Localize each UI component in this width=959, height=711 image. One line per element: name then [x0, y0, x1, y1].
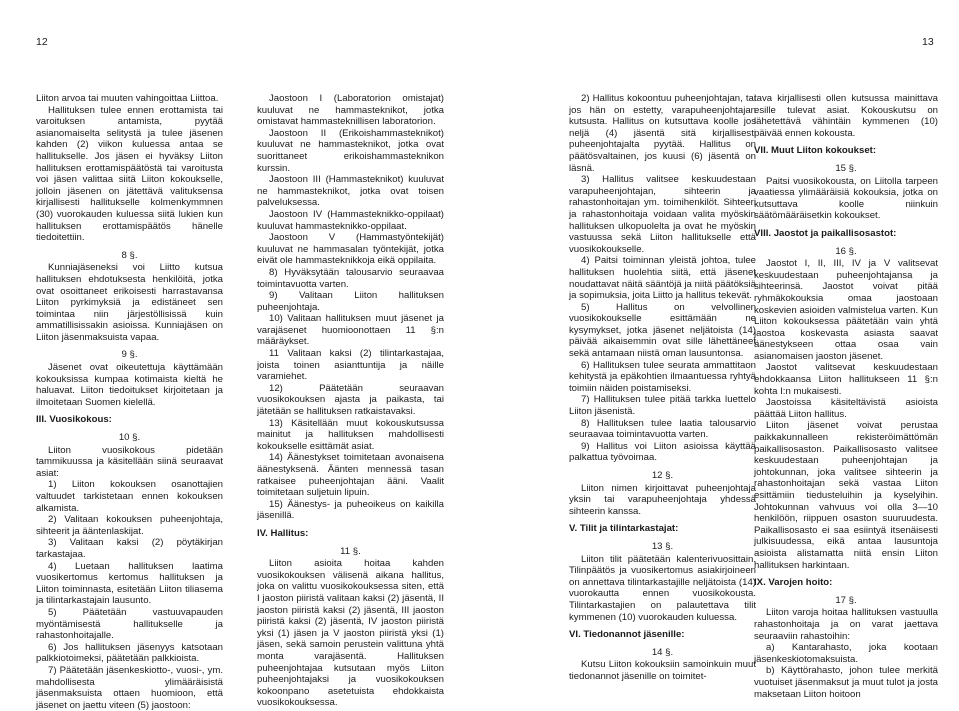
- paragraph: Jaostot valitsevat keskuudestaan ehdokkaansa Liiton hallitukseen 11 §:n kohta I:n mukaisesti.: [754, 362, 938, 397]
- list-item: 7) Päätetään jäsenkeskiotto-, vuosi-, ym. mahdollisesta ylimääräisistä jäsenmaksuista ottaen huomioon, että jäsenet on jaettu viteen (5) jaostoon:: [36, 664, 223, 711]
- paragraph: Kunniajäseneksi voi Liitto kutsua hallituksen ehdotuksesta henkilöitä, jotka ovat osoittaneet erikoisesti harrastavansa Liiton pyrkimyksiä ja edistäneet sen toimintaa niin järjestöllisissä kuin ammatillisissakin asioissa. Kunniajäsen on Liiton jäsenmaksuista vapaa.: [36, 262, 223, 343]
- list-item: Jaostoon I (Laboratorion omistajat) kuuluvat ne hammasteknikot, jotka omistavat hammasteknillisen laboratorion.: [257, 93, 444, 128]
- paragraph: Liiton tilit päätetään kalenterivuosittain. Tilinpäätös ja vuosikertomus asiakirjoineen on annettava tilintarkastajille neljätoista (14) vuorokautta ennen vuosikokousta. Tilintarkastajien on palautettava tilit kymmenen (10) vuorokauden kuluessa.: [569, 553, 756, 623]
- list-item: 5) Hallitus on velvollinen vuosikokoukselle esittämään ne kysymykset, jotka jäsenet neljätoista (14) päivää aikaisemmin ovat sille lähettäneet sekä antamaan niistä oman lausuntonsa.: [569, 301, 756, 360]
- list-item: 9) Valitaan Liiton hallituksen puheenjohtaja.: [257, 290, 444, 313]
- section-number: 14 §.: [651, 646, 674, 658]
- chapter-heading: IX. Varojen hoito:: [754, 577, 833, 589]
- list-item: 4) Paitsi toiminnan yleistä johtoa, tulee hallituksen huolehtia siitä, että jäsenet noudattavat näitä sääntöjä ja niitä päätöksiä ja sopimuksia, joita Liitto ja hallitus tekevät.: [569, 255, 756, 302]
- list-item: 1) Liiton kokouksen osanottajien valtuudet tarkistetaan ennen kokouksen alkamista.: [36, 479, 223, 514]
- list-item: Jaostoon V (Hammastyöntekijät) kuuluvat ne hammasalan työntekijät, jotka eivät ole hammasteknikkoja eikä oppilaita.: [257, 232, 444, 267]
- chapter-heading: III. Vuosikokous:: [36, 414, 112, 426]
- page-number-right: 13: [922, 36, 934, 48]
- chapter-heading: VII. Muut Liiton kokoukset:: [754, 145, 877, 157]
- chapter-heading: IV. Hallitus:: [257, 527, 309, 539]
- list-item: 2) Valitaan kokouksen puheenjohtaja, sihteerit ja ääntenlaskijat.: [36, 514, 223, 537]
- section-number: 8 §.: [121, 249, 138, 261]
- list-item: a) Kantarahasto, joka kootaan jäsenkeskiotomaksuista.: [754, 642, 938, 665]
- section-number: 16 §.: [835, 245, 857, 257]
- list-item: 9) Hallitus voi Liiton asioissa käyttää palkattua työvoimaa.: [569, 440, 756, 464]
- paragraph: Paitsi vuosikokousta, on Liitolla tarpeen vaatiessa ylimääräisiä kokouksia, jotka on kutsuttava koolle niinkuin säätömääräisetkin kokoukset.: [754, 175, 938, 222]
- paragraph: Liiton asioita hoitaa kahden vuosikokouksen välisenä aikana hallitus, joka on valittu vuosikokouksessa siten, että I jaoston piiristä valitaan kaksi (2) jäsentä, II jaoston piiristä kaksi (2) jäsentä, III jaoston piiristä kaksi (2) jäsentä, IV jaoston piiristä yksi (1) jäsen ja V jaoston piiristä yksi (1) jäsen, sekä samoin perustein valittuna yhtä monta varajäsentä. Hallituksen puheenjohtajaa kutsutaan myös Liiton puheenjohtajaksi ja vuosikokouksen kokoonpano asetetuista ehdokkaista vuosikokouksessa.: [257, 558, 444, 709]
- column-1: [36, 93, 223, 711]
- list-item: 8) Hallituksen tulee laatia talousarvio seuraavaa toimintavuotta varten.: [569, 417, 756, 441]
- paragraph: Jäsenet ovat oikeutettuja käyttämään kokouksissa kumpaa kotimaista kieltä he haluavat. Liiton tiedoitukset kirjoitetaan ja ilmoitetaan Suomen kielellä.: [36, 362, 223, 408]
- paragraph: tava kirjallisesti ollen kutsussa mainittava esille tulevat asiat. Kokouskutsu on lähetettävä vähintäin kymmenen (10) päivää ennen kokousta.: [754, 93, 938, 139]
- list-item: 14) Äänestykset toimitetaan avonaisena äänestyksenä. Äänten mennessä tasan ratkaisee puheenjohtajan ääni. Vaalit toimitetaan suljetuin lipuin.: [257, 452, 444, 499]
- paragraph: Jaostot I, II, III, IV ja V valitsevat keskuudestaan puheenjohtajansa ja sihteerinsä. Jaostot voivat pitää ryhmäkokouksia omaa jaostoaan koskevien asioiden valmistelua varten. Kun Liiton kokouksessa päätetään vain yhtä jaostoa koskevasta asiasta saavat äänestykseen ottaa osaa vain asianomaisen jaoston jäsenet.: [754, 258, 938, 362]
- chapter-heading: V. Tilit ja tilintarkastajat:: [569, 523, 679, 535]
- section-number: 15 §.: [835, 162, 857, 174]
- section-number: 9 §.: [121, 349, 138, 361]
- paragraph: Hallituksen tulee ennen erottamista tai varoituksen antamista, pyytää asianomaiselta selitystä ja tulee jäsenen kahden (2) viikon kuluessa antaa se hallitukselle. Jos jäsen ei hyväksy Liiton hallituksen erottamispäätöstä tai varoitusta voi jäsen valittaa siitä Liiton kokoukselle, jolloin jäsenen on jätettävä valituksensa kirjallisesti hallitukselle kolmenkymmnen (30) vuorokauden kuluessa siitä lukien kun hallituksen erottamispäätös hänelle tiedoitettiin.: [36, 104, 223, 244]
- list-item: 11 Valitaan kaksi (2) tilintarkastajaa, joista toinen asianttuntija ja näille varamiehet.: [257, 348, 444, 383]
- list-item: 10) Valitaan hallituksen muut jäsenet ja varajäsenet huomioonottaen 11 §:n määräykset.: [257, 313, 444, 348]
- section-number: 10 §.: [118, 432, 141, 444]
- paragraph: Kutsu Liiton kokouksiin samoinkuin muut tiedonannot jäsenille on toimitet-: [569, 659, 756, 682]
- list-item: 15) Äänestys- ja puheoikeus on kaikilla jäsenillä.: [257, 498, 444, 522]
- list-item: 2) Hallitus kokoontuu puheenjohtajan, tai jos hän on estetty, varapuheenjohtajan kutsusta. Hallitus on kutsuttava koolle jos neljä (4) jäsentä sitä kirjallisesti puheenjohtajalta pyytää. Hallitus on päätösvaltainen, jos kuusi (6) jäsentä on läsnä.: [569, 93, 756, 174]
- list-item: 3) Valitaan kaksi (2) pöytäkirjan tarkastajaa.: [36, 537, 223, 560]
- list-item: Jaostoon II (Erikoishammasteknikot) kuuluvat ne hammasteknikot, jotka ovat suorittaneet erikoishammasteknikon kurssin.: [257, 127, 444, 174]
- column-3: [569, 93, 756, 683]
- chapter-heading: VIII. Jaostot ja paikallisosastot:: [754, 227, 897, 239]
- list-item: 7) Hallituksen tulee pitää tarkka luettelo Liiton jäsenistä.: [569, 394, 756, 418]
- section-number: 17 §.: [835, 594, 857, 606]
- paragraph: Liiton jäsenet voivat perustaa paikkakunnalleen rekisteröimättömän paikallisosaston. Paikallisosasto valitsee keskuudestaan puheenjohtajan ja johtokunnan, joka valitsee sihteerin ja rahastonhoitajan sekä vastaa Liiton esittämiin tiedusteluihin ja kyselyihin. Johtokunnan vahvuus voi olla 3—10 henkilöön, riippuen osaston suuruudesta. Paikallisosasto ei saa esiintyä itsenäisesti julkisuudessa, eikä antaa lausuntoja asioista alistamatta niitä ensin Liiton hallituksen harkintaan.: [754, 420, 938, 571]
- list-item: 6) Jos hallituksen jäsenyys katsotaan palkkiotoimeksi, päätetään palkkioista.: [36, 641, 223, 665]
- list-item: Jaostoon IV (Hammasteknikko-oppilaat) kuuluvat hammasteknikko-oppilaat.: [257, 208, 444, 232]
- section-number: 12 §.: [651, 470, 674, 481]
- column-4: [754, 93, 938, 700]
- list-item: 8) Hyväksytään talousarvio seuraavaa toimintavuotta varten.: [257, 266, 444, 290]
- section-number: 13 §.: [651, 540, 674, 552]
- section-number: 11 §.: [340, 545, 361, 557]
- list-item: 4) Luetaan hallituksen laatima vuosikertomus kertomus hallituksen ja Liiton toiminnasta, esitetään Liiton tiliasema ja tilintarkastajain lausunto.: [36, 560, 223, 607]
- paragraph: Liiton vuosikokous pidetään tammikuussa ja käsitellään siinä seuraavat asiat:: [36, 444, 223, 479]
- paragraph: Jaostoissa käsiteltävistä asioista päättää Liiton hallitus.: [754, 397, 938, 420]
- list-item: 6) Hallituksen tulee seurata ammattitaon kehitystä ja epäkohtien ilmaantuessa ryhtyä toimiin näiden poistamiseksi.: [569, 359, 756, 394]
- paragraph: Liiton nimen kirjoittavat puheenjohtaja yksin tai varapuheenjohtaja yhdessä sihteerin kanssa.: [569, 482, 756, 517]
- page-number-left: 12: [36, 36, 48, 48]
- list-item: 12) Päätetään seuraavan vuosikokouksen ajasta ja paikasta, tai jätetään se hallituksen ratkaistavaksi.: [257, 382, 444, 418]
- chapter-heading: VI. Tiedonannot jäsenille:: [569, 629, 685, 641]
- paragraph: Liiton arvoa tai muuten vahingoittaa Liittoa.: [36, 93, 219, 104]
- list-item: 5) Päätetään vastuuvapauden myöntämisestä hallitukselle ja rahastonhoitajalle.: [36, 606, 223, 642]
- paragraph: Liiton varoja hoitaa hallituksen vastuulla rahastonhoitaja ja on varat jaettava seuraaviin rahastoihin:: [754, 607, 938, 642]
- list-item: b) Käyttörahasto, johon tulee merkitä vuotuiset jäsenmaksut ja muut tulot ja josta maksetaan Liiton hoitoon: [754, 665, 938, 700]
- list-item: 3) Hallitus valitsee keskuudestaan varapuheenjohtajan, sihteerin ja rahastonhoitajan ym. toimihenkilöt. Sihteeri ja rahastonhoitaja voidaan valita myöskin hallituksen ulkopuolelta ja ovat he myöskin vastuussa sekä Liiton hallitukselle että vuosikokoukselle.: [569, 174, 756, 255]
- list-item: Jaostoon III (Hammasteknikot) kuuluvat ne hammasteknikot, jotka ovat toisen palveluksessa.: [257, 174, 444, 209]
- column-2: [257, 93, 444, 709]
- list-item: 13) Käsitellään muut kokouskutsussa mainitut ja hallituksen mahdollisesti kokoukselle esittämät asiat.: [257, 417, 444, 452]
